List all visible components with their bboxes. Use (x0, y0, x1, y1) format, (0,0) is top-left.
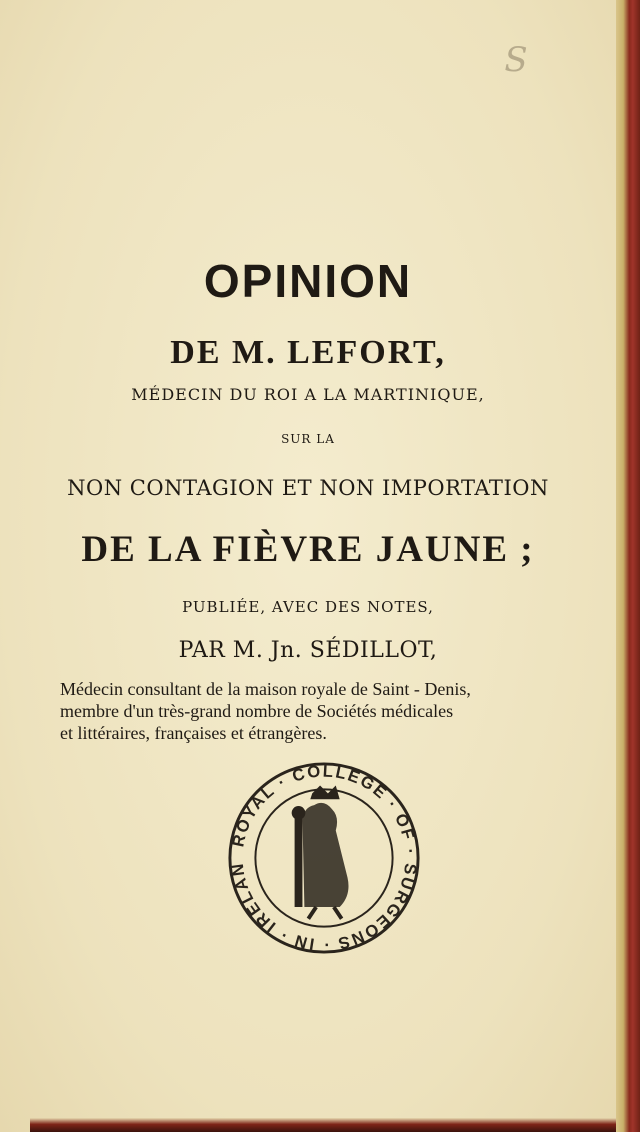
book-spine-edge (616, 0, 640, 1132)
shelf-mark: S (504, 40, 528, 80)
title-subject: NON CONTAGION ET NON IMPORTATION (67, 476, 549, 500)
credentials-line: Médecin consultant de la maison royale de Saint - Denis, (60, 679, 471, 699)
publication-note: PUBLIÉE, AVEC DES NOTES, (182, 598, 434, 616)
title-main: OPINION (203, 255, 413, 307)
title-author: DE M. LEFORT, (170, 334, 446, 371)
credentials-line: et littéraires, françaises et étrangères. (60, 723, 327, 743)
eagle-crest-icon (226, 760, 422, 956)
author-role: MÉDECIN DU ROI A LA MARTINIQUE, (131, 385, 485, 404)
editor-line: PAR M. Jn. SÉDILLOT, (178, 638, 438, 663)
title-connector: SUR LA (281, 432, 335, 446)
stamp-legend: ROYAL · COLLEGE · OF · SURGEONS · IN · IRELAN (227, 761, 421, 955)
editor-credentials (60, 678, 620, 744)
title-disease: DE LA FIÈVRE JAUNE ; (81, 529, 535, 570)
page-bottom-edge (30, 1118, 616, 1132)
library-stamp (226, 760, 422, 956)
credentials-line: membre d'un très-grand nombre de Sociétés médicales (60, 701, 454, 721)
